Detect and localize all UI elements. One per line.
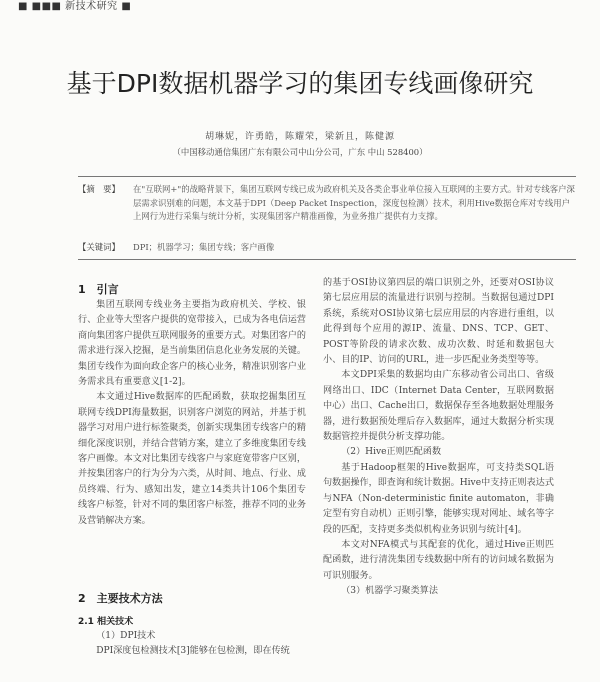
intro-paragraph-1: 集团互联网专线业务主要指为政府机关、学校、银行、企业等大型客户提供的宽带接入，已成为各电信运营商向集团客户提供互联网服务的重要方式。对集团客户的需求进行深入挖掘，是当前集团信息化业务发展的关键。集团专线作为面向政企客户的核心业务，精准识别客户业务需求具有重要意义[1-2]。 — [78, 300, 306, 388]
divider-top — [78, 176, 576, 177]
divider-bottom — [78, 259, 576, 260]
subheading-dpi: （1）DPI技术 — [96, 631, 156, 641]
abstract-text: 在"互联网+"的战略背景下，集团互联网专线已成为政府机关及各类企事业单位接入互联网的主要方式。针对专线客户深层需求识别难的问题，本文基于DPI（Deep Packet Inspection，深度包检测）技术，利用Hive数据仓库对专线用户上网行为进行采集与统计分析，实现集团客户精准画像，为业务推广提供有力支撑。 — [133, 184, 575, 221]
section-header: ■ ■■■ 新技术研究 ■ — [18, 1, 132, 12]
affiliation: （中国移动通信集团广东有限公司中山分公司，广东 中山 528400） — [172, 147, 428, 157]
dpi-collection-paragraph: 本文DPI采集的数据均由广东移动省公司出口、省级网络出口、IDC（Internet Data Center，互联网数据中心）出口、Cache出口，数据保存至各地数据处理服务器，进行数据预处理后存入数据库，通过大数据分析实现数据管控并提供分析支撑功能。 — [323, 370, 554, 443]
abstract — [78, 183, 576, 224]
left-column-tail — [78, 629, 306, 677]
paper-title: 基于DPI数据机器学习的集团专线画像研究 — [66, 69, 534, 98]
left-column-body — [78, 298, 306, 580]
subheading-clustering: （3）机器学习聚类算法 — [341, 586, 438, 597]
intro-paragraph-2: 本文通过Hive数据库的匹配函数，获取挖掘集团互联网专线DPI海量数据，识别客户浏览的网站，并基于机器学习对用户进行标签聚类，创新实现集团专线客户的精细化深度识别，并结合营销方案，建立了多维度集团专线客户画像。本文对比集团专线客户与家庭宽带客户区别，并按集团客户的行为分为六类，从时间、地点、行业、成员终端、行为、感知出发，建立14类共计106个集团专线客户标签，针对不同的集团客户标签，推荐不同的业务及营销解决方案。 — [78, 392, 306, 526]
keywords-label: 【关键词】 — [78, 242, 120, 252]
nfa-paragraph: 本文对NFA模式与其配套的优化，通过Hive正则匹配函数，进行清洗集团专线数据中所有的访问域名数据为可识别服务。 — [323, 539, 554, 581]
keywords — [78, 241, 576, 253]
section-2-title: 2 主要技术方法 — [78, 592, 163, 605]
right-column-body — [323, 276, 554, 674]
subheading-hive: （2）Hive正则匹配函数 — [341, 447, 442, 458]
dpi-paragraph: DPI深度包检测技术[3]能够在包检测，即在传统 — [96, 646, 290, 657]
dpi-paragraph-cont: 的基于OSI协议第四层的端口识别之外，还要对OSI协议第七层应用层的流量进行识别与控制。当数据包通过DPI系统，系统对OSI协议第七层应用层的内容进行重组，以此得到每个应用的源IP、流量、DNS、TCP、GET、POST等阶段的请求次数、成功次数、时延和数据包大小、目的IP、访问的URL，进一步匹配业务类型等等。 — [323, 278, 554, 366]
section-1-title: 1 引言 — [78, 283, 119, 296]
abstract-label: 【摘 要】 — [78, 184, 120, 194]
section-2-1-title: 2.1 相关技术 — [78, 617, 134, 627]
hive-paragraph: 基于Hadoop框架的Hive数据库，可支持类SQL语句数据操作，即查询和统计数据。Hive中支持正则表达式与NFA（Non-deterministic finite automaton，非确定型有穷自动机）正则引擎，能够实现对网址、域名等字段的匹配，支持更多类似机构业务识别与统计[4]。 — [323, 462, 554, 535]
keywords-text: DPI；机器学习；集团专线；客户画像 — [133, 242, 275, 252]
authors: 胡琳妮，许勇皓，陈耀荣，梁新且，陈健源 — [204, 132, 395, 142]
